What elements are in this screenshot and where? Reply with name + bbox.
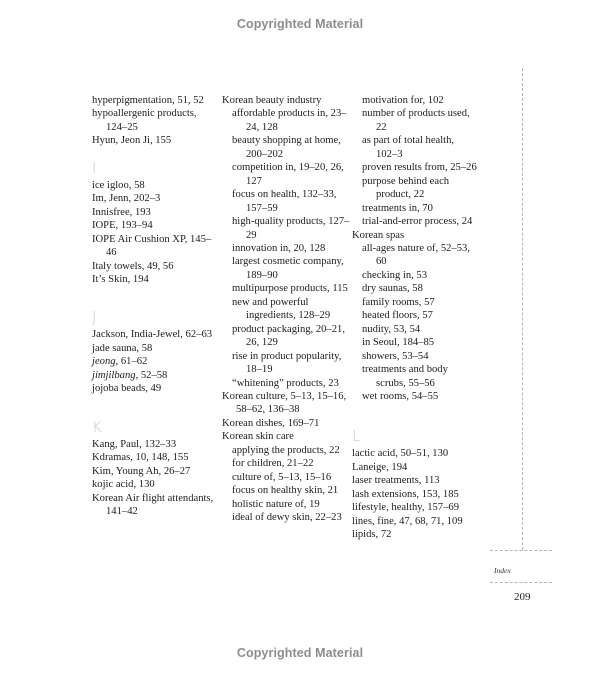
index-entry: Korean beauty industry [222, 95, 322, 106]
index-entry: Kdramas, 10, 148, 155 [92, 452, 189, 464]
index-term-italic: jimjilbang [92, 369, 136, 381]
index-entry: hyperpigmentation, 51, 52 [92, 95, 204, 106]
section-letter: J [92, 308, 97, 327]
running-head: Index [494, 566, 511, 575]
index-subentry: treatments and body scrubs, 55–56 [362, 364, 448, 389]
index-entry: It’s Skin, 194 [92, 273, 149, 285]
index-subentry: applying the products, 22 [232, 444, 340, 456]
index-subentry: competition in, 19–20, 26, 127 [232, 162, 344, 187]
index-entry: jojoba beads, 49 [92, 383, 162, 395]
index-column-1 [92, 94, 217, 518]
index-subentry: innovation in, 20, 128 [232, 242, 326, 254]
index-subentry: number of products used, 22 [362, 108, 470, 133]
index-subentry: as part of total health, 102–3 [362, 135, 455, 160]
index-subentry: holistic nature of, 19 [232, 498, 320, 510]
index-subentry: treatments in, 70 [362, 202, 433, 214]
index-subentry: nudity, 53, 54 [362, 323, 421, 335]
index-subentry: beauty shopping at home, 200–202 [232, 135, 341, 160]
index-subentry: largest cosmetic company, 189–90 [232, 256, 344, 281]
index-subentry: dry saunas, 58 [362, 283, 423, 295]
index-entry: Laneige, 194 [352, 461, 408, 473]
index-entry: lash extensions, 153, 185 [352, 488, 459, 500]
index-subentry: showers, 53–54 [362, 350, 429, 362]
index-entry: Innisfree, 193 [92, 206, 151, 218]
section-gap [92, 286, 217, 310]
index-subentry: focus on health, 132–33, 157–59 [232, 189, 337, 214]
index-entry: Kang, Paul, 132–33 [92, 438, 177, 450]
section-letter: L [352, 427, 361, 446]
index-subentry: multipurpose products, 115 [232, 283, 348, 295]
index-entry: kojic acid, 130 [92, 479, 155, 491]
index-entry: jade sauna, 58 [92, 342, 153, 354]
index-entry: lines, fine, 47, 68, 71, 109 [352, 515, 463, 527]
index-subentry: purpose behind each product, 22 [362, 175, 450, 201]
section-letter: K [92, 417, 102, 436]
index-entry: Korean Air flight attendants, 141–42 [92, 492, 214, 517]
index-subentry: product packaging, 20–21, 26, 129 [232, 323, 345, 349]
running-head-rule-top [490, 550, 552, 551]
index-subentry: in Seoul, 184–85 [362, 337, 435, 349]
section-gap [352, 403, 477, 429]
index-entry: jeong, 61–62 [92, 356, 148, 368]
index-subentry: all-ages nature of, 52–53, 60 [362, 242, 470, 268]
index-subentry: rise in product popularity, 18–19 [232, 350, 342, 376]
index-entry: Korean dishes, 169–71 [222, 417, 320, 429]
index-entry: Korean culture, 5–13, 15–16, 58–62, 136–38 [222, 390, 347, 416]
index-entry: jimjilbang, 52–58 [92, 369, 168, 381]
index-subentry: high-quality products, 127–29 [232, 216, 350, 241]
index-entry: hypoallergenic products, 124–25 [92, 108, 197, 133]
index-subentry: checking in, 53 [362, 269, 428, 281]
index-subentry: new and powerful ingredients, 128–29 [232, 296, 331, 322]
index-entry: Jackson, India-Jewel, 62–63 [92, 329, 213, 341]
index-entry: laser treatments, 113 [352, 475, 440, 487]
index-subentry: motivation for, 102 [362, 95, 444, 106]
index-subentry: “whitening” products, 23 [232, 377, 339, 389]
index-subentry: focus on healthy skin, 21 [232, 485, 339, 497]
index-subentry: trial-and-error process, 24 [362, 216, 473, 228]
index-subentry: ideal of dewy skin, 22–23 [232, 512, 342, 524]
index-entry: lipids, 72 [352, 529, 392, 541]
section-letter: I [92, 158, 97, 177]
section-gap [92, 396, 217, 420]
section-gap [92, 148, 217, 161]
running-head-rule-bottom [490, 582, 552, 583]
index-entry: lactic acid, 50–51, 130 [352, 448, 449, 460]
index-entry: Kim, Young Ah, 26–27 [92, 465, 191, 477]
index-entry: Italy towels, 49, 56 [92, 260, 174, 272]
page-number: 209 [514, 591, 531, 603]
index-subentry: affordable products in, 23–24, 128 [232, 108, 347, 133]
margin-dashed-rule [522, 68, 523, 550]
index-column-2 [222, 94, 357, 525]
index-entry: Korean skin care [222, 431, 294, 443]
watermark-top: Copyrighted Material [236, 17, 364, 31]
index-entry: lifestyle, healthy, 157–69 [352, 502, 459, 514]
index-entry: IOPE, 193–94 [92, 220, 153, 232]
index-entry: IOPE Air Cushion XP, 145–46 [92, 233, 212, 259]
index-entry: Im, Jenn, 202–3 [92, 193, 161, 205]
index-term-italic: jeong [92, 356, 116, 368]
watermark-bottom: Copyrighted Material [236, 646, 364, 660]
index-entry: ice igloo, 58 [92, 179, 145, 191]
index-subentry: for children, 21–22 [232, 458, 314, 470]
index-subentry: proven results from, 25–26 [362, 162, 477, 174]
index-subentry: culture of, 5–13, 15–16 [232, 471, 332, 483]
index-subentry: family rooms, 57 [362, 296, 435, 308]
index-subentry: heated floors, 57 [362, 310, 433, 322]
index-column-3 [352, 94, 477, 542]
index-entry: Hyun, Jeon Ji, 155 [92, 135, 172, 147]
index-entry: Korean spas [352, 229, 405, 241]
index-subentry: wet rooms, 54–55 [362, 390, 439, 402]
